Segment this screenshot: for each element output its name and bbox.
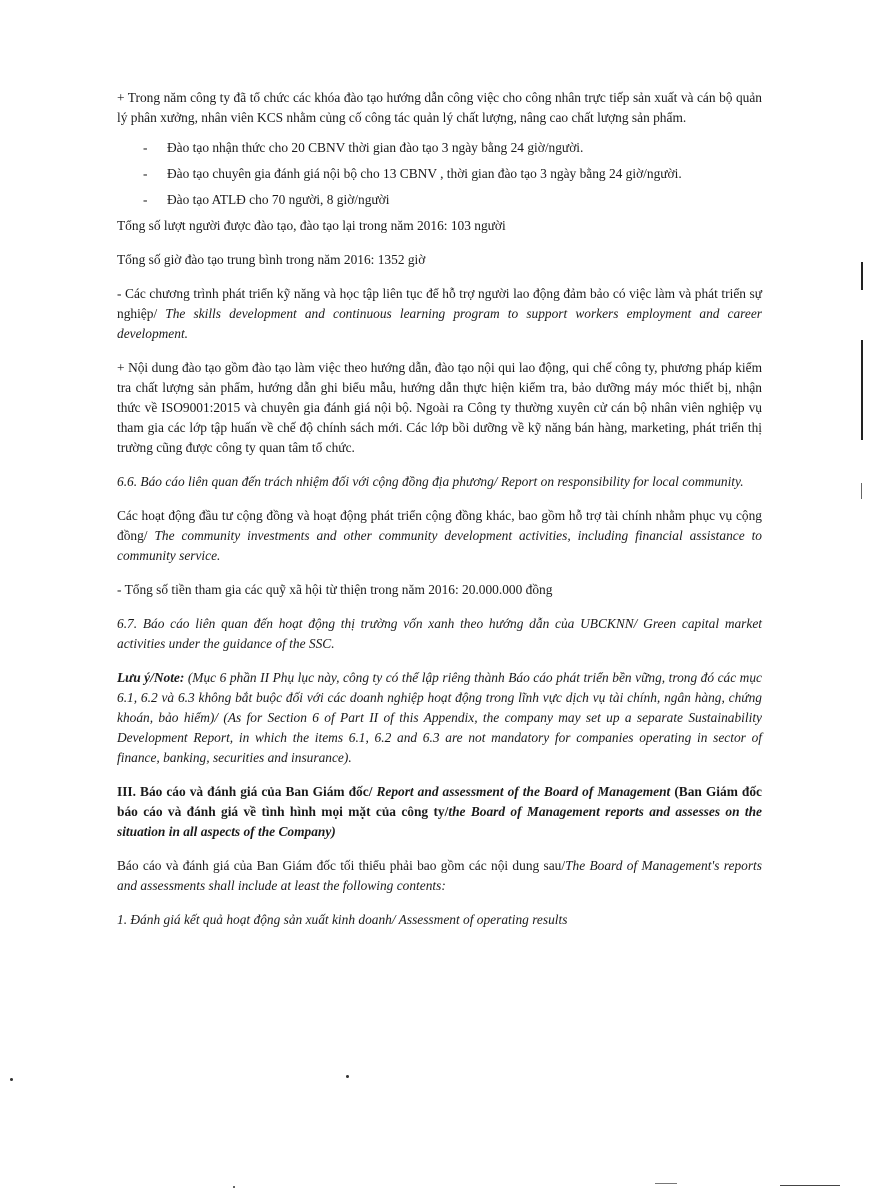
training-item-safety: Đào tạo ATLĐ cho 70 người, 8 giờ/người: [167, 192, 390, 207]
note-paragraph: [117, 668, 762, 768]
scan-dot: [346, 1075, 349, 1078]
community-vi: Các hoạt động đầu tư cộng đồng và hoạt động phát triển cộng đồng khác, bao gồm hỗ trợ tài chính nhằm phục vụ cộng đồng/: [117, 508, 762, 543]
community-en: The community investments and other community development activities, including financial assistance to community service.: [117, 528, 762, 563]
scan-mark: [655, 1183, 677, 1184]
note-text-en: (As for Section 6 of Part II of this Appendix, the company may set up a separate Sustainability Development Report, in which the items 6.1, 6.2 and 6.3 are not mandatory for companies operating in sector of finance, banking, securities and insurance).: [117, 710, 762, 765]
training-list: [117, 138, 762, 210]
list-item: [117, 138, 762, 158]
scan-dot: [10, 1078, 13, 1081]
skills-program-paragraph: [117, 284, 762, 344]
section-III-vi: III. Báo cáo và đánh giá của Ban Giám đốc/: [117, 784, 377, 799]
note-label: Lưu ý/Note:: [117, 670, 185, 685]
bullet-dash: -: [143, 140, 148, 155]
charity-total-line: - Tổng số tiền tham gia các quỹ xã hội từ thiện trong năm 2016: 20.000.000 đồng: [117, 582, 553, 597]
skills-program-en: The skills development and continuous learning program to support workers employment and career development.: [117, 306, 762, 341]
bullet-dash: -: [143, 166, 148, 181]
section-III-heading: [117, 782, 762, 842]
training-item-awareness: Đào tạo nhận thức cho 20 CBNV thời gian đào tạo 3 ngày bằng 24 giờ/người.: [167, 140, 584, 155]
report-intro-vi: Báo cáo và đánh giá của Ban Giám đốc tối thiểu phải bao gồm các nội dung sau/: [117, 858, 566, 873]
section-III-sub-vi: (Ban Giám đốc báo cáo và đánh giá về tình hình mọi mặt của công ty/: [117, 784, 762, 819]
document-body: [117, 88, 762, 930]
training-intro-paragraph: + Trong năm công ty đã tổ chức các khóa đào tạo hướng dẫn công việc cho công nhân trực tiếp sản xuất và cán bộ quản lý phân xưởng, nhân viên KCS nhằm củng cố công tác quản lý chất lượng, nâng cao chất lượng sản phẩm.: [117, 90, 762, 125]
note-text-vi: (Mục 6 phần II Phụ lục này, công ty có thể lập riêng thành Báo cáo phát triển bền vững, trong đó các mục 6.1, 6.2 và 6.3 không bắt buộc đối với các doanh nghiệp hoạt động trong lĩnh vực dịch vụ tài chính, ngân hàng, chứng khoán, bảo hiểm)/: [117, 670, 762, 725]
total-hours-line: Tổng số giờ đào tạo trung bình trong năm 2016: 1352 giờ: [117, 252, 426, 267]
scan-dot: [233, 1186, 235, 1188]
list-item: [117, 164, 762, 184]
bullet-dash: -: [143, 192, 148, 207]
list-item: [117, 190, 762, 210]
item-1-heading: 1. Đánh giá kết quả hoạt động sản xuất kinh doanh/ Assessment of operating results: [117, 912, 568, 927]
section-III-sub-en: the Board of Management reports and assesses on the situation in all aspects of the Company): [117, 804, 763, 839]
training-content-paragraph: + Nội dung đào tạo gồm đào tạo làm việc theo hướng dẫn, đào tạo nội qui lao động, qui chế công ty, phương pháp kiểm tra chất lượng sản phẩm, hướng dẫn ghi biểu mẫu, hướng dẫn thực hiện kiểm tra, bảo dưỡng máy móc thiết bị, nhận thức về ISO9001:2015 và chuyên gia đánh giá nội bộ. Ngoài ra Công ty thường xuyên cử cán bộ nhân viên nghiệp vụ tham gia các lớp tập huấn về chế độ chính sách mới. Các lớp bồi dưỡng về kỹ năng bán hàng, marketing, phát triển thị trường cũng được công ty quan tâm tổ chức.: [117, 360, 762, 455]
community-paragraph: [117, 506, 762, 566]
report-intro-en: The Board of Management's reports and assessments shall include at least the following contents:: [117, 858, 762, 893]
scan-mark: [780, 1185, 840, 1186]
scan-mark: [861, 483, 862, 499]
section-6-7-heading: 6.7. Báo cáo liên quan đến hoạt động thị trường vốn xanh theo hướng dẫn của UBCKNN/ Green capital market activities under the guidance of the SSC.: [117, 616, 762, 651]
section-III-en: Report and assessment of the Board of Management: [376, 784, 671, 799]
report-intro-paragraph: [117, 856, 762, 896]
total-trainees-line: Tổng số lượt người được đào tạo, đào tạo lại trong năm 2016: 103 người: [117, 218, 506, 233]
scan-mark: [861, 262, 863, 290]
training-item-auditor: Đào tạo chuyên gia đánh giá nội bộ cho 13 CBNV , thời gian đào tạo 3 ngày bằng 24 giờ/người.: [167, 166, 682, 181]
skills-program-vi: - Các chương trình phát triển kỹ năng và học tập liên tục để hỗ trợ người lao động đảm bảo có việc làm và phát triển sự nghiệp/: [117, 286, 762, 321]
section-6-6-heading: 6.6. Báo cáo liên quan đến trách nhiệm đối với cộng đồng địa phương/ Report on responsibility for local community.: [117, 474, 744, 489]
scan-mark: [861, 340, 863, 440]
